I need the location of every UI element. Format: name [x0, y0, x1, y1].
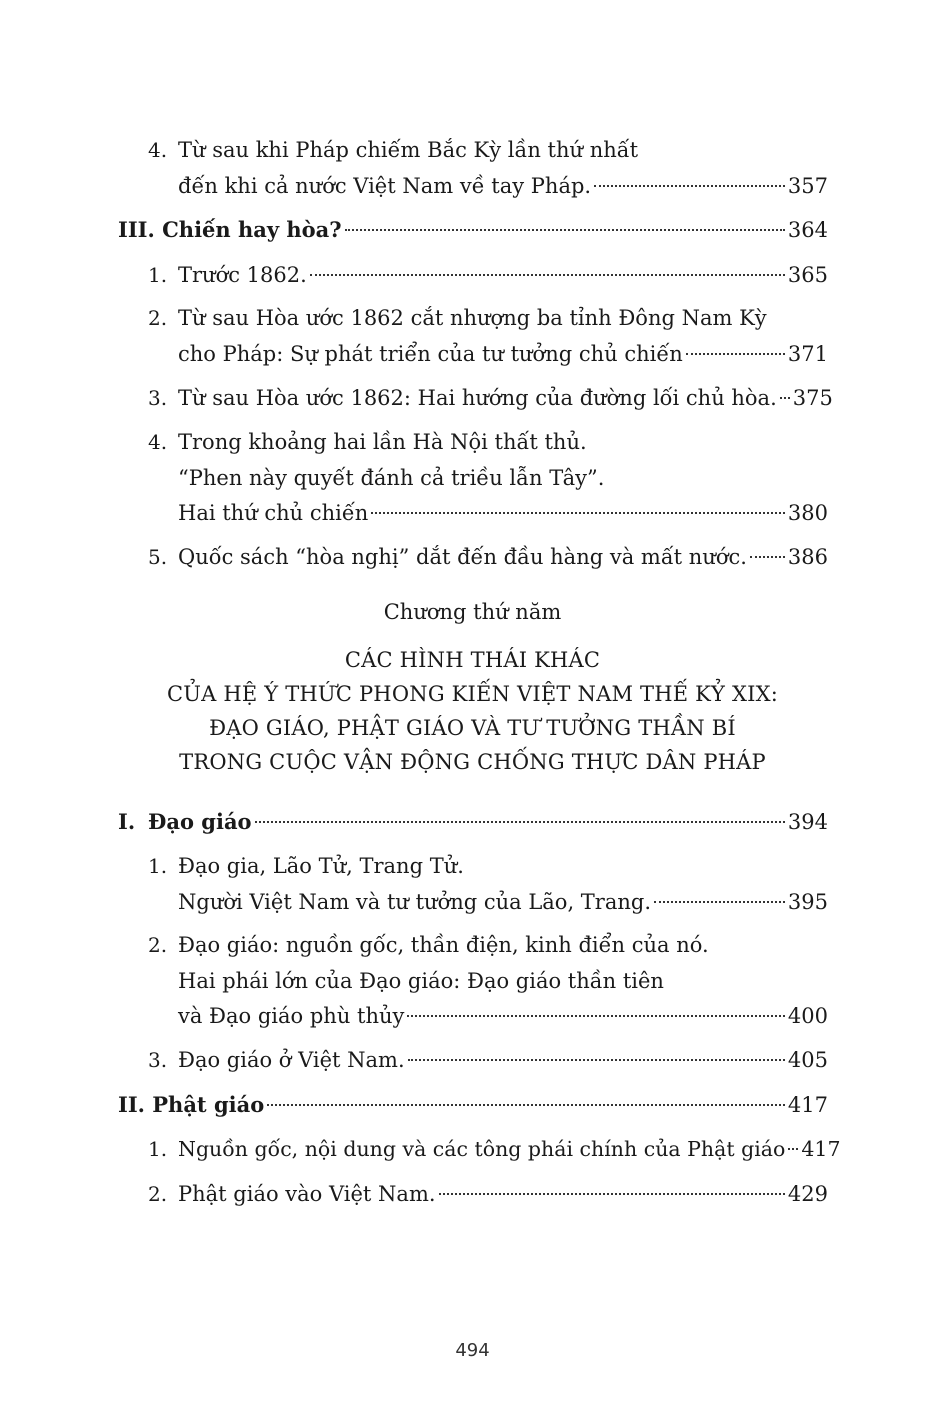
toc-page-number: 395: [787, 890, 828, 914]
leader-dots: [750, 556, 785, 558]
toc-entry[interactable]: [178, 1176, 828, 1212]
toc-item-text: và Đạo giáo phù thủy: [178, 1004, 405, 1028]
leader-dots: [686, 353, 785, 355]
section-roman-numeral: I.: [118, 809, 136, 834]
leader-dots: [408, 1059, 785, 1061]
toc-item-number: 3.: [148, 386, 168, 410]
toc-item-text: Từ sau khi Pháp chiếm Bắc Kỳ lần thứ nhất: [178, 138, 639, 162]
leader-dots: [780, 397, 790, 399]
toc-item-number: 3.: [148, 1048, 168, 1072]
toc-item-text: Nguồn gốc, nội dung và các tông phái chính của Phật giáo: [178, 1137, 786, 1161]
toc-entry[interactable]: [178, 336, 828, 372]
toc-item-text: Hai thứ chủ chiến: [178, 501, 369, 525]
leader-dots: [439, 1193, 785, 1195]
toc-item-number: 2.: [148, 1182, 168, 1206]
section-title: Đạo giáo: [148, 809, 252, 834]
toc-entry[interactable]: [178, 168, 828, 204]
toc-entry[interactable]: [178, 884, 828, 920]
toc-page-number: 405: [787, 1048, 828, 1072]
toc-item-text: Đạo giáo ở Việt Nam.: [178, 1048, 405, 1072]
toc-page-number: 364: [787, 218, 828, 242]
toc-item-text: Hai phái lớn của Đạo giáo: Đạo giáo thần tiên: [178, 969, 664, 993]
toc-item-number: 2.: [148, 306, 168, 330]
toc-item-number: 2.: [148, 933, 168, 957]
toc-item-text: Trong khoảng hai lần Hà Nội thất thủ.: [178, 430, 587, 454]
chapter-title-line: CÁC HÌNH THÁI KHÁC: [344, 648, 601, 672]
toc-item-text: Trước 1862.: [178, 263, 307, 287]
leader-dots: [310, 274, 785, 276]
toc-entry[interactable]: [178, 1131, 841, 1167]
leader-dots: [255, 821, 785, 823]
toc-item-text: “Phen này quyết đánh cả triều lẫn Tây”.: [178, 466, 605, 490]
toc-page-number: 429: [787, 1182, 828, 1206]
toc-item-text: Từ sau Hòa ước 1862: Hai hướng của đường lối chủ hòa.: [178, 386, 777, 410]
toc-page-number: 394: [787, 810, 828, 834]
toc-section-heading[interactable]: [118, 1087, 828, 1123]
leader-dots: [371, 512, 785, 514]
toc-entry[interactable]: [178, 539, 828, 575]
toc-page-number: 380: [787, 501, 828, 525]
toc-item-number: 4.: [148, 430, 168, 454]
footer-page-number: 494: [455, 1340, 490, 1361]
toc-item-text: Đạo gia, Lão Tử, Trang Tử.: [178, 854, 464, 878]
toc-section-heading[interactable]: [148, 804, 828, 840]
toc-entry[interactable]: [178, 495, 828, 531]
leader-dots: [407, 1015, 785, 1017]
toc-item-text: Đạo giáo: nguồn gốc, thần điện, kinh điển của nó.: [178, 933, 709, 957]
leader-dots: [654, 901, 785, 903]
chapter-title-line: ĐẠO GIÁO, PHẬT GIÁO VÀ TƯ TƯỞNG THẦN BÍ: [209, 716, 736, 740]
chapter-label: Chương thứ năm: [383, 600, 562, 624]
leader-dots: [788, 1148, 798, 1150]
toc-page-number: 365: [787, 263, 828, 287]
toc-item-text: Quốc sách “hòa nghị” dắt đến đầu hàng và mất nước.: [178, 545, 747, 569]
leader-dots: [345, 229, 785, 231]
toc-item-number: 4.: [148, 138, 168, 162]
toc-page-number: 375: [792, 386, 833, 410]
toc-page-number: 417: [787, 1093, 828, 1117]
toc-entry[interactable]: [178, 257, 828, 293]
toc-item-text: đến khi cả nước Việt Nam về tay Pháp.: [178, 174, 592, 198]
toc-entry[interactable]: [178, 380, 833, 416]
toc-section-heading[interactable]: [118, 212, 828, 248]
toc-page-number: 417: [801, 1137, 841, 1161]
toc-item-text: Phật giáo vào Việt Nam.: [178, 1182, 436, 1206]
leader-dots: [267, 1104, 785, 1106]
toc-item-text: Người Việt Nam và tư tưởng của Lão, Trang.: [178, 890, 652, 914]
toc-item-number: 1.: [148, 854, 168, 878]
toc-page-number: 371: [787, 342, 828, 366]
leader-dots: [594, 185, 785, 187]
toc-page-number: 357: [787, 174, 828, 198]
toc-item-text: Từ sau Hòa ước 1862 cắt nhượng ba tỉnh Đông Nam Kỳ: [178, 306, 767, 330]
toc-item-text: cho Pháp: Sự phát triển của tư tưởng chủ chiến: [178, 342, 683, 366]
section-title: III. Chiến hay hòa?: [118, 217, 342, 242]
toc-item-number: 5.: [148, 545, 168, 569]
section-title: II. Phật giáo: [118, 1092, 265, 1117]
toc-entry[interactable]: [178, 998, 828, 1034]
toc-item-number: 1.: [148, 263, 168, 287]
chapter-title-line: TRONG CUỘC VẬN ĐỘNG CHỐNG THỰC DÂN PHÁP: [179, 750, 766, 774]
toc-item-number: 1.: [148, 1137, 168, 1161]
toc-page-number: 400: [787, 1004, 828, 1028]
chapter-title-line: CỦA HỆ Ý THỨC PHONG KIẾN VIỆT NAM THẾ KỶ XIX:: [166, 682, 779, 706]
toc-entry[interactable]: [178, 1042, 828, 1078]
toc-page-number: 386: [787, 545, 828, 569]
